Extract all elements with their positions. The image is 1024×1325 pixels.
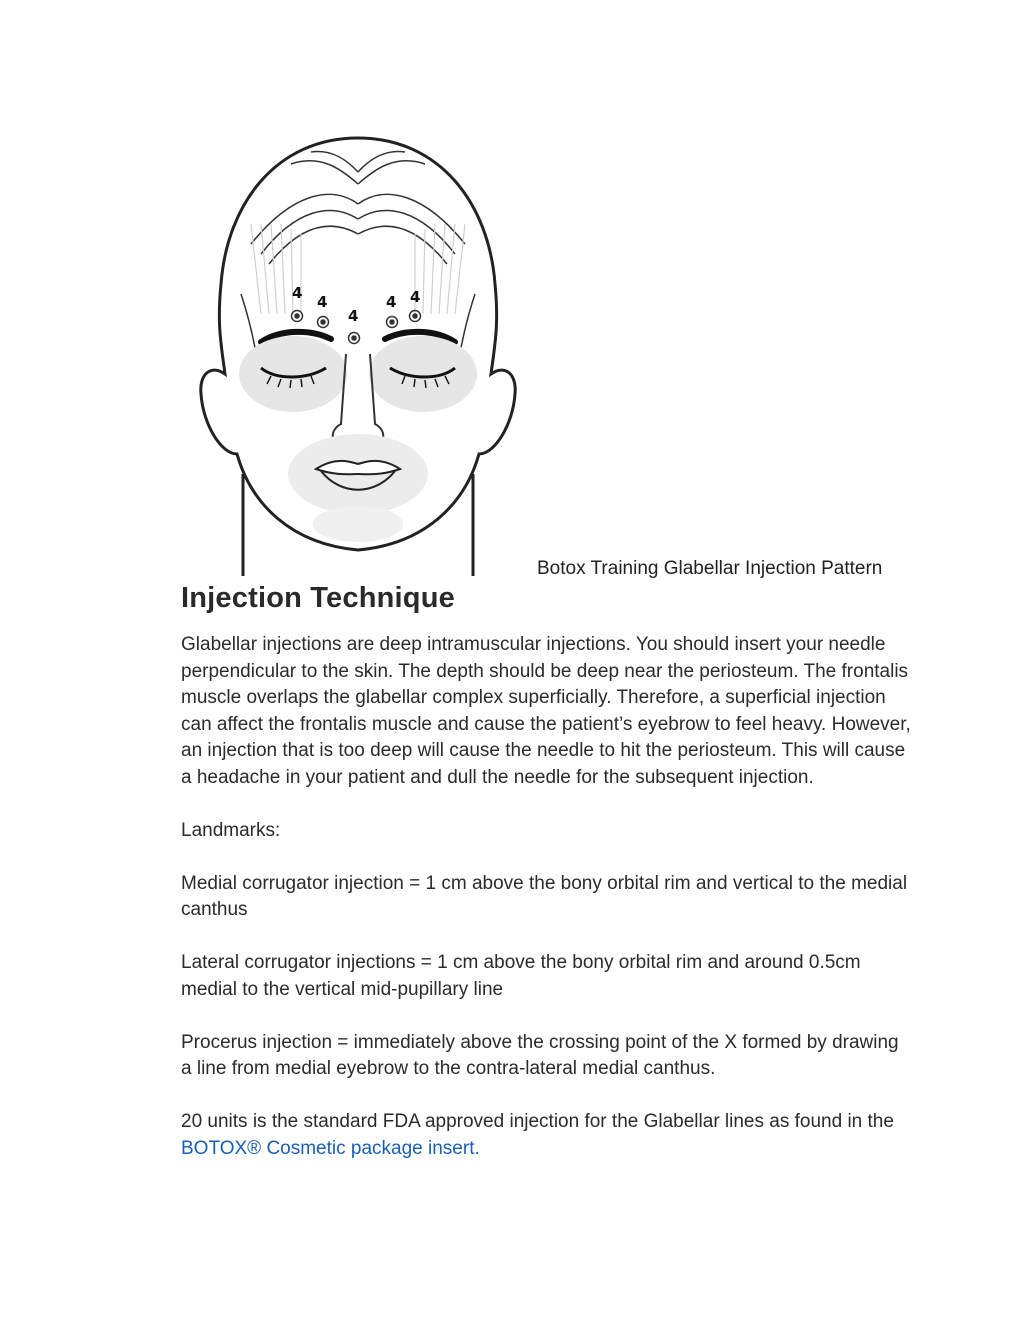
- section-heading: Injection Technique: [181, 582, 455, 614]
- article-body: [181, 632, 911, 1189]
- face-injection-diagram: [181, 124, 535, 576]
- intro-paragraph: Glabellar injections are deep intramuscular injections. You should insert your needle perpendicular to the skin. The depth should be deep near the periosteum. The frontalis muscle overlaps the glabellar complex superficially. Therefore, a superficial injection can affect the frontalis muscle and cause the patient’s eyebrow to feel heavy. However, an injection that is too deep will cause the needle to hit the periosteum. This will cause a headache in your patient and dull the needle for the subsequent injection.: [181, 634, 911, 788]
- figure: [181, 124, 911, 584]
- procerus-paragraph: Procerus injection = immediately above the crossing point of the X formed by drawing a line from medial eyebrow to the contra-lateral medial canthus.: [181, 1031, 899, 1079]
- figure-caption: Botox Training Glabellar Injection Pattern: [537, 558, 883, 579]
- injection-label: 4: [386, 293, 397, 311]
- medial-corrugator-paragraph: Medial corrugator injection = 1 cm above the bony orbital rim and vertical to the medial canthus: [181, 872, 908, 920]
- injection-label: 4: [348, 307, 359, 325]
- lateral-corrugator-paragraph: Lateral corrugator injections = 1 cm above the bony orbital rim and around 0.5cm medial to the vertical mid-pupillary line: [181, 952, 861, 1000]
- landmarks-label: Landmarks:: [181, 819, 281, 841]
- injection-label: 4: [317, 293, 328, 311]
- standard-dose-text: 20 units is the standard FDA approved injection for the Glabellar lines as found in the: [181, 1111, 894, 1132]
- package-insert-link[interactable]: BOTOX® Cosmetic package insert.: [181, 1137, 480, 1159]
- injection-label: 4: [292, 284, 303, 302]
- injection-label: 4: [410, 288, 421, 306]
- standard-dose-paragraph: [181, 1109, 911, 1162]
